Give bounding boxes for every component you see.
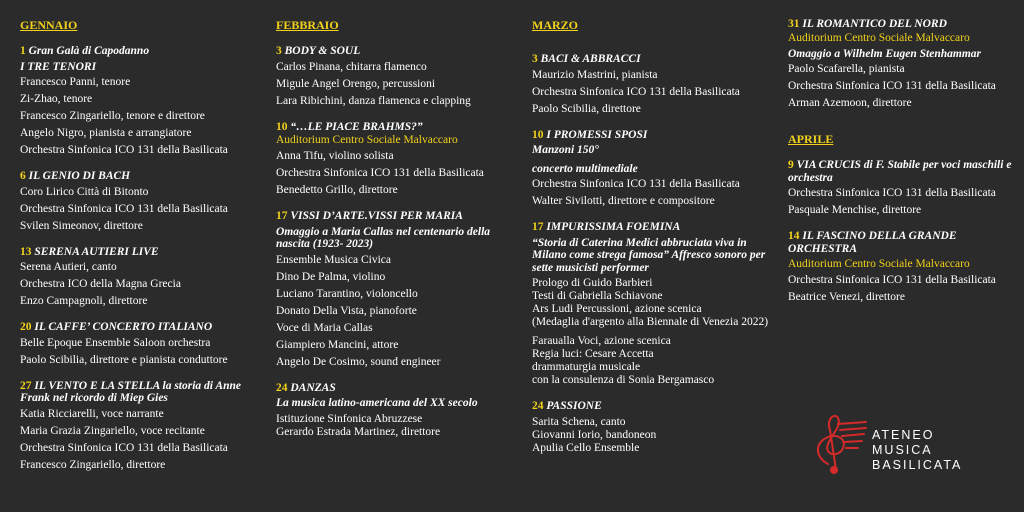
event: [532, 53, 772, 116]
event: [20, 321, 260, 367]
event-title: PASSIONE: [546, 400, 602, 412]
event-day: 20: [20, 321, 32, 333]
performer-line: Orchestra ICO della Magna Grecia: [20, 278, 181, 290]
event-title: IL GENIO DI BACH: [28, 170, 131, 182]
event-day: 14: [788, 230, 800, 242]
performer-line: Orchestra Sinfonica ICO 131 della Basilicata: [788, 80, 996, 92]
performer-line: Orchestra Sinfonica ICO 131 della Basilicata: [20, 441, 228, 454]
performer-line: Orchestra Sinfonica ICO 131 della Basilicata: [532, 178, 740, 190]
performer-line: Dino De Palma, violino: [276, 270, 386, 283]
event-day: 10: [532, 128, 544, 141]
performer-line: Enzo Campagnoli, direttore: [20, 295, 148, 307]
event-day: 6: [20, 170, 26, 182]
performer-line: Voce di Maria Callas: [276, 321, 373, 334]
performer-line: Apulia Cello Ensemble: [532, 441, 640, 454]
event-title: VIA CRUCIS di F. Stabile per voci maschili e orchestra: [788, 159, 1012, 184]
logo-wordmark: ATENEO MUSICA BASILICATA: [872, 428, 963, 472]
performer-line: Coro Lirico Città di Bitonto: [20, 185, 149, 198]
performer-line: Istituzione Sinfonica Abruzzese: [276, 412, 423, 425]
credit-line: Faraualla Voci, azione scenica: [532, 335, 671, 347]
performer-line: Katia Ricciarelli, voce narrante: [20, 407, 164, 420]
event-title: SERENA AUTIERI LIVE: [34, 245, 159, 258]
month-heading: FEBBRAIO: [276, 18, 339, 32]
credit-line: (Medaglia d'argento alla Biennale di Venezia 2022): [532, 316, 769, 328]
event-subtitle: “Storia di Caterina Medici abbruciata viva in Milano come strega famosa” Affresco sonoro per sette musicisti performer: [532, 236, 766, 274]
performer-line: Orchestra Sinfonica ICO 131 della Basilicata: [532, 85, 740, 98]
event-subtitle: I TRE TENORI: [20, 60, 97, 73]
performer-line: Paolo Scibilia, direttore: [532, 102, 641, 115]
event-day: 27: [20, 379, 32, 392]
performer-line: Anna Tifu, violino solista: [276, 150, 394, 162]
performer-line: Paolo Scibilia, direttore e pianista conduttore: [20, 353, 228, 366]
ateneo-musica-logo: [808, 410, 978, 480]
event-title: IMPURISSIMA FOEMINA: [546, 221, 681, 233]
performer-line: Francesco Zingariello, direttore: [20, 458, 166, 471]
event-title: I PROMESSI SPOSI: [546, 128, 648, 141]
performer-line: Orchestra Sinfonica ICO 131 della Basilicata: [20, 202, 228, 215]
event: [532, 129, 772, 209]
event-day: 9: [788, 159, 794, 171]
credit-line: con la consulenza di Sonia Bergamasco: [532, 374, 715, 386]
event-day: 3: [532, 53, 538, 65]
event: [276, 121, 516, 198]
event: [20, 380, 260, 472]
month-heading: MARZO: [532, 18, 578, 32]
event-day: 13: [20, 245, 32, 258]
month-heading: GENNAIO: [20, 18, 78, 32]
performer-line: Maurizio Mastrini, pianista: [532, 68, 658, 81]
event: [788, 230, 1024, 304]
performer-line: Angelo Nigro, pianista e arrangiatore: [20, 127, 192, 139]
event: [20, 170, 260, 233]
event-title: IL CAFFE’ CONCERTO ITALIANO: [34, 321, 213, 333]
credit-line: Testi di Gabriella Schiavone: [532, 290, 663, 302]
performer-line: Orchestra Sinfonica ICO 131 della Basilicata: [788, 274, 996, 286]
column-febbraio: [276, 14, 516, 452]
event-subtitle: Omaggio a Wilhelm Eugen Stenhammar: [788, 47, 981, 60]
event-title: VISSI D’ARTE.VISSI PER MARIA: [290, 210, 463, 222]
event-venue: Auditorium Centro Sociale Malvaccaro: [276, 134, 458, 146]
credit-line: Regia luci: Cesare Accetta: [532, 348, 654, 360]
event: [20, 246, 260, 309]
event-venue: Auditorium Centro Sociale Malvaccaro: [788, 258, 970, 270]
event-day: 10: [276, 120, 288, 133]
performer-line: Giovanni Iorio, bandoneon: [532, 428, 657, 441]
performer-line: Beatrice Venezi, direttore: [788, 291, 905, 303]
event-title: “…LE PIACE BRAHMS?”: [290, 120, 423, 133]
performer-line: Luciano Tarantino, violoncello: [276, 287, 418, 300]
event-day: 24: [532, 400, 544, 412]
performer-line: Benedetto Grillo, direttore: [276, 184, 398, 196]
performer-line: Maria Grazia Zingariello, voce recitante: [20, 424, 205, 437]
event: [788, 18, 1024, 110]
performer-line: Zi-Zhao, tenore: [20, 93, 93, 105]
event: [788, 159, 1024, 217]
event: [532, 221, 772, 387]
performer-line: Francesco Zingariello, tenore e direttore: [20, 110, 205, 122]
performer-line: Migule Angel Orengo, percussioni: [276, 77, 436, 90]
month-heading: APRILE: [788, 132, 834, 146]
event-day: 24: [276, 381, 288, 394]
event-title: IL ROMANTICO DEL NORD: [802, 18, 947, 30]
event: [20, 45, 260, 157]
performer-line: Orchestra Sinfonica ICO 131 della Basilicata: [276, 167, 484, 179]
performer-line: Angelo De Cosimo, sound engineer: [276, 355, 441, 368]
performer-line: Belle Epoque Ensemble Saloon orchestra: [20, 336, 211, 349]
event-day: 3: [276, 45, 282, 57]
performer-line: Lara Ribichini, danza flamenca e clapping: [276, 94, 471, 107]
event-title: Gran Galà di Capodanno: [28, 45, 150, 57]
event-subtitle: La musica latino-americana del XX secolo: [276, 397, 478, 409]
event: [276, 45, 516, 108]
event-day: 17: [532, 221, 544, 233]
event-day: 17: [276, 210, 288, 222]
performer-line: Gerardo Estrada Martinez, direttore: [276, 425, 441, 438]
performer-line: Serena Autieri, canto: [20, 261, 117, 273]
column-gennaio: [20, 14, 260, 485]
event: [532, 400, 772, 455]
performer-line: Arman Azemoon, direttore: [788, 97, 912, 109]
treble-clef-wing-icon: [808, 414, 870, 474]
performer-line: Orchestra Sinfonica ICO 131 della Basilicata: [788, 187, 996, 199]
event-title: BACI & ABBRACCI: [540, 53, 641, 65]
event-subtitle: concerto multimediale: [532, 162, 638, 175]
event-day: 1: [20, 45, 26, 57]
event-subtitle: Manzoni 150°: [532, 144, 599, 156]
performer-line: Orchestra Sinfonica ICO 131 della Basilicata: [20, 144, 228, 156]
performer-line: Ensemble Musica Civica: [276, 253, 391, 266]
performer-line: Giampiero Mancini, attore: [276, 338, 399, 351]
event-title: BODY & SOUL: [284, 45, 361, 57]
performer-line: Paolo Scafarella, pianista: [788, 63, 905, 75]
event-title: DANZAS: [290, 381, 336, 394]
performer-line: Svilen Simeonov, direttore: [20, 219, 143, 232]
credit-line: Prologo di Guido Barbieri: [532, 277, 653, 289]
performer-line: Sarita Schena, canto: [532, 415, 626, 428]
credit-line: drammaturgia musicale: [532, 361, 641, 373]
event-title: IL FASCINO DELLA GRANDE ORCHESTRA: [788, 230, 957, 255]
credit-line: Ars Ludi Percussioni, azione scenica: [532, 303, 702, 315]
event-day: 31: [788, 18, 800, 30]
performer-line: Francesco Panni, tenore: [20, 76, 131, 88]
performer-line: Donato Della Vista, pianoforte: [276, 304, 417, 317]
column-marzo: [532, 14, 772, 468]
event-subtitle: Omaggio a Maria Callas nel centenario della nascita (1923- 2023): [276, 225, 491, 250]
event: [276, 210, 516, 369]
column-aprile: [788, 14, 1024, 317]
event-venue: Auditorium Centro Sociale Malvaccaro: [788, 31, 970, 44]
performer-line: Carlos Pinana, chitarra flamenco: [276, 60, 427, 73]
event: [276, 382, 516, 439]
event-title: IL VENTO E LA STELLA la storia di Anne Frank nel ricordo di Miep Gies: [20, 379, 241, 404]
performer-line: Pasquale Menchise, direttore: [788, 204, 922, 216]
performer-line: Walter Sivilotti, direttore e compositore: [532, 195, 715, 207]
